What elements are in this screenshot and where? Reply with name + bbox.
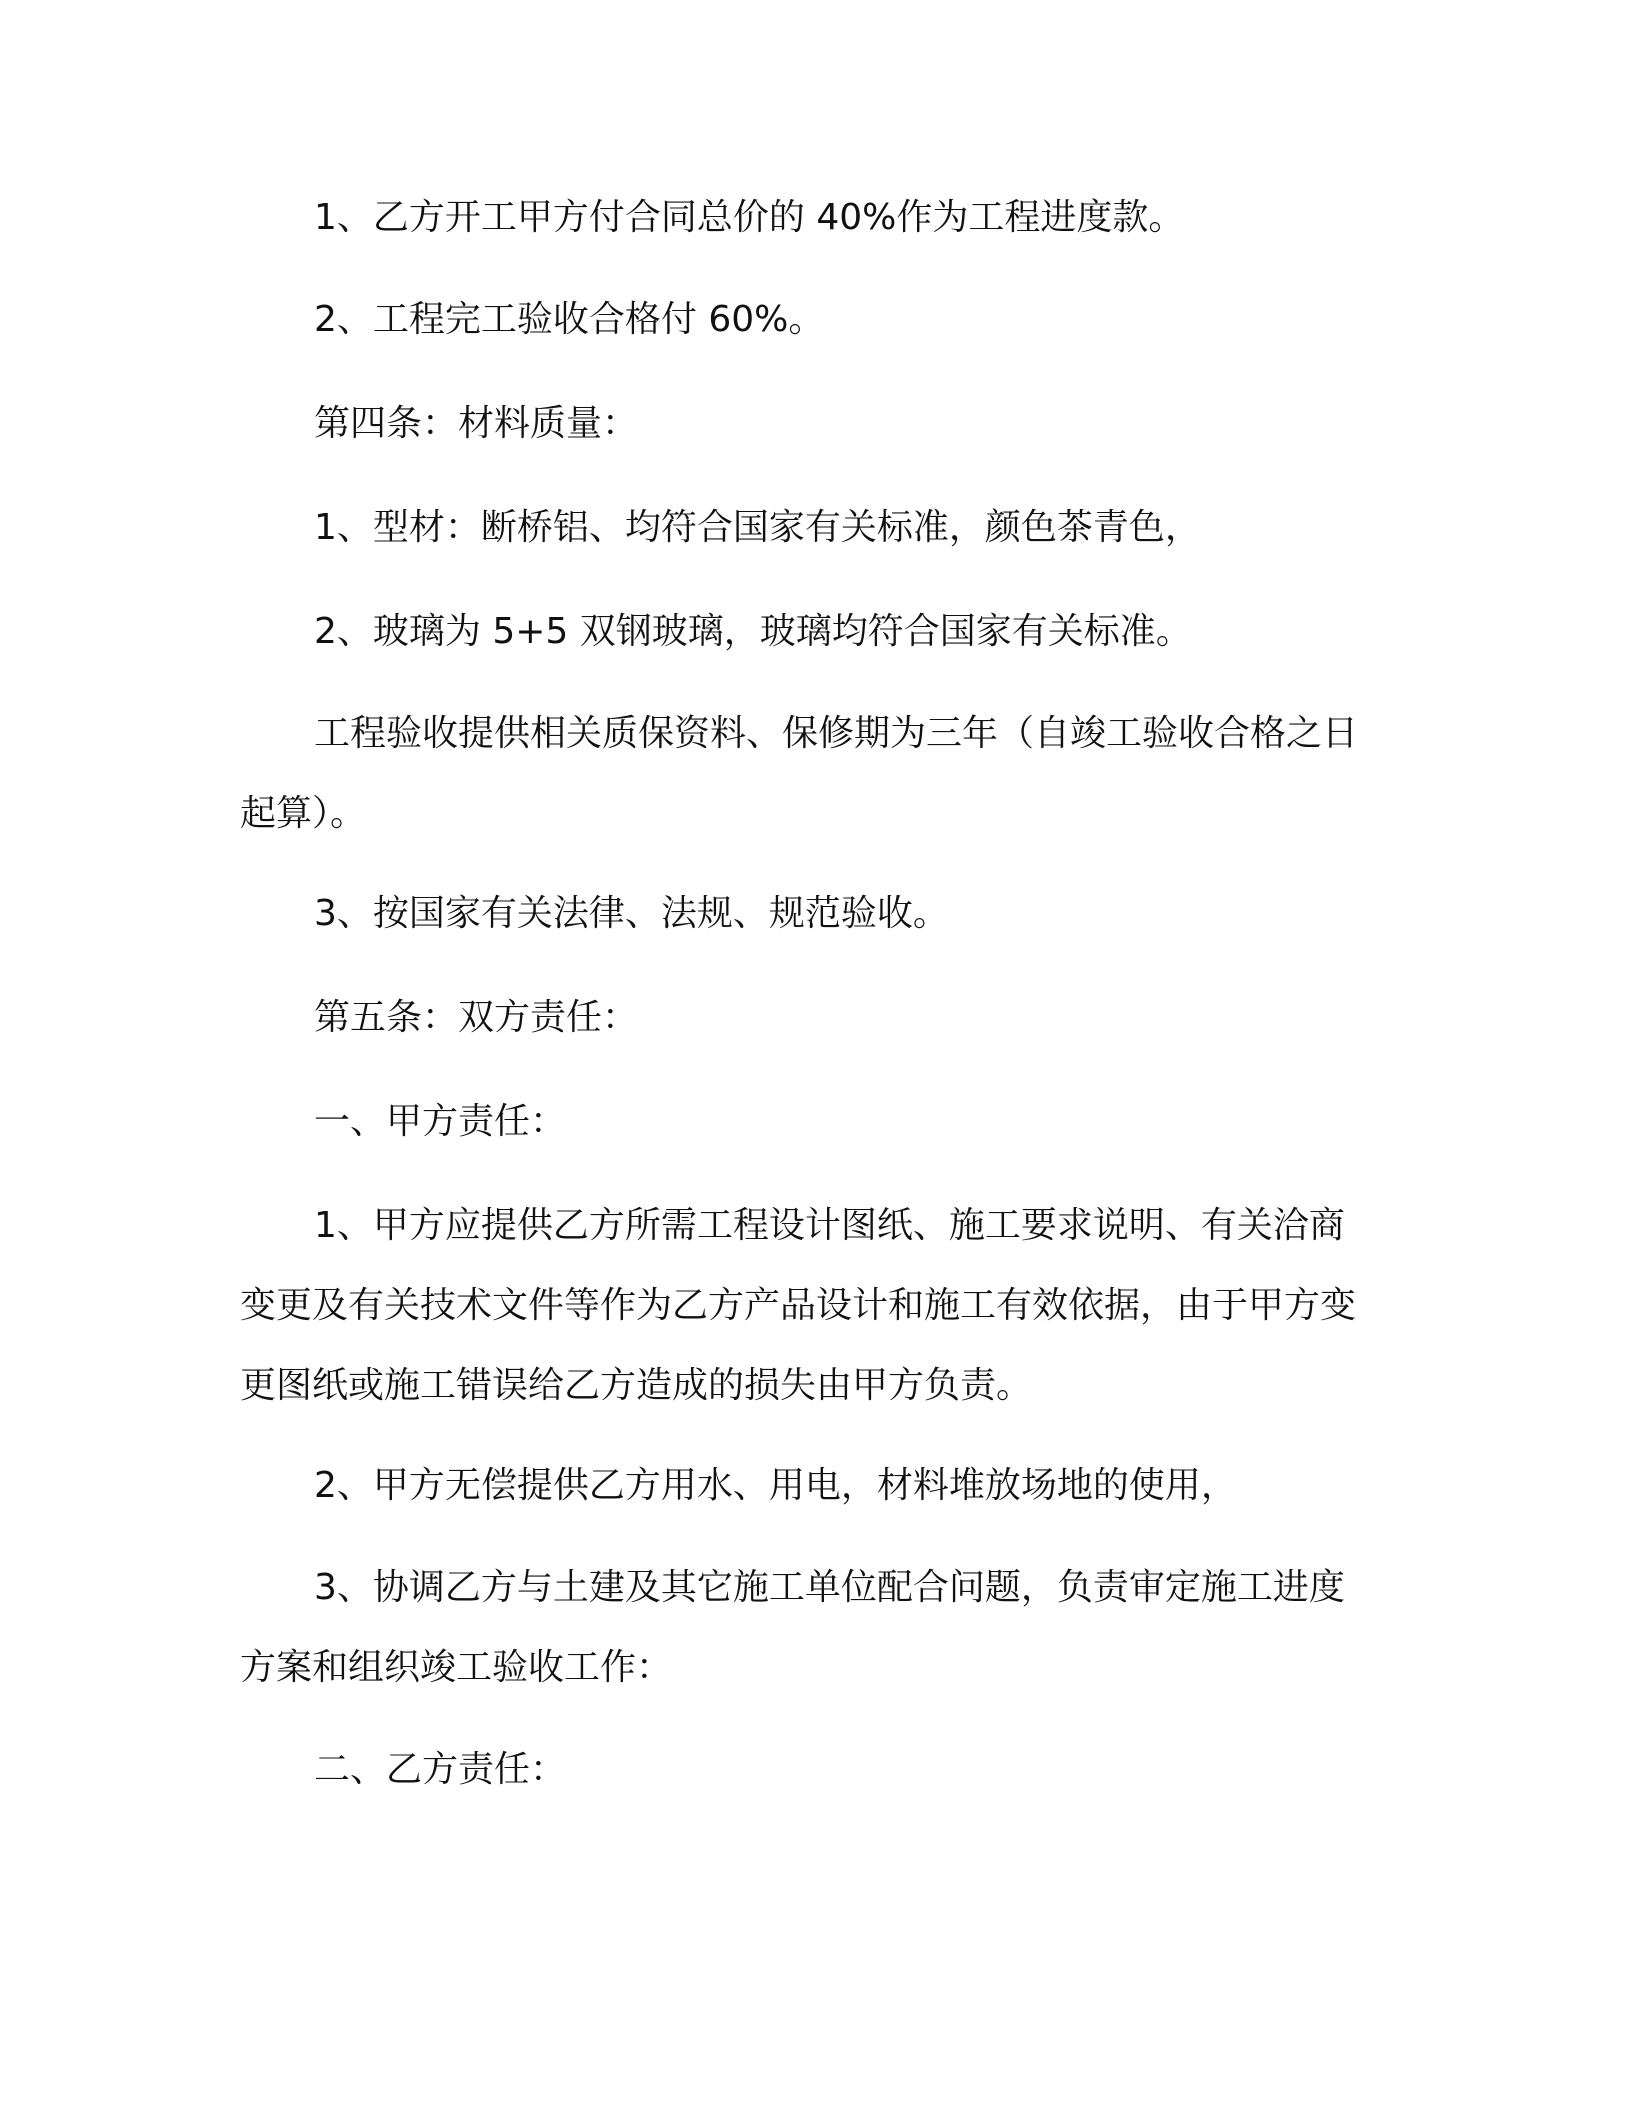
paragraph-party-a-heading: 一、甲方责任： [314,1101,567,1142]
paragraph-party-a-1: 1、甲方应提供乙方所需工程设计图纸、施工要求说明、有关洽商变更及有关技术文件等作为乙方产品设计和施工有效依据，由于甲方变更图纸或施工错误给乙方造成的损失由甲方负责。 [240,1205,1357,1406]
paragraph-payment-2: 2、工程完工验收合格付 60%。 [314,299,825,340]
paragraph-payment-1: 1、乙方开工甲方付合同总价的 40%作为工程进度款。 [314,197,1185,238]
paragraph-party-a-2: 2、甲方无偿提供乙方用水、用电，材料堆放场地的使用， [314,1465,1237,1506]
paragraph-warranty: 工程验收提供相关质保资料、保修期为三年（自竣工验收合格之日起算）。 [240,713,1359,834]
paragraph-material-1: 1、型材：断桥铝、均符合国家有关标准，颜色茶青色， [314,507,1201,548]
paragraph-article-4-heading: 第四条：材料质量： [314,403,639,444]
paragraph-material-2: 2、玻璃为 5+5 双钢玻璃，玻璃均符合国家有关标准。 [314,611,1192,652]
paragraph-material-3: 3、按国家有关法律、法规、规范验收。 [314,893,949,934]
paragraph-party-a-3: 3、协调乙方与土建及其它施工单位配合问题，负责审定施工进度方案和组织竣工验收工作： [240,1567,1345,1688]
paragraph-article-5-heading: 第五条：双方责任： [314,997,639,1038]
paragraph-party-b-heading: 二、乙方责任： [314,1749,567,1790]
